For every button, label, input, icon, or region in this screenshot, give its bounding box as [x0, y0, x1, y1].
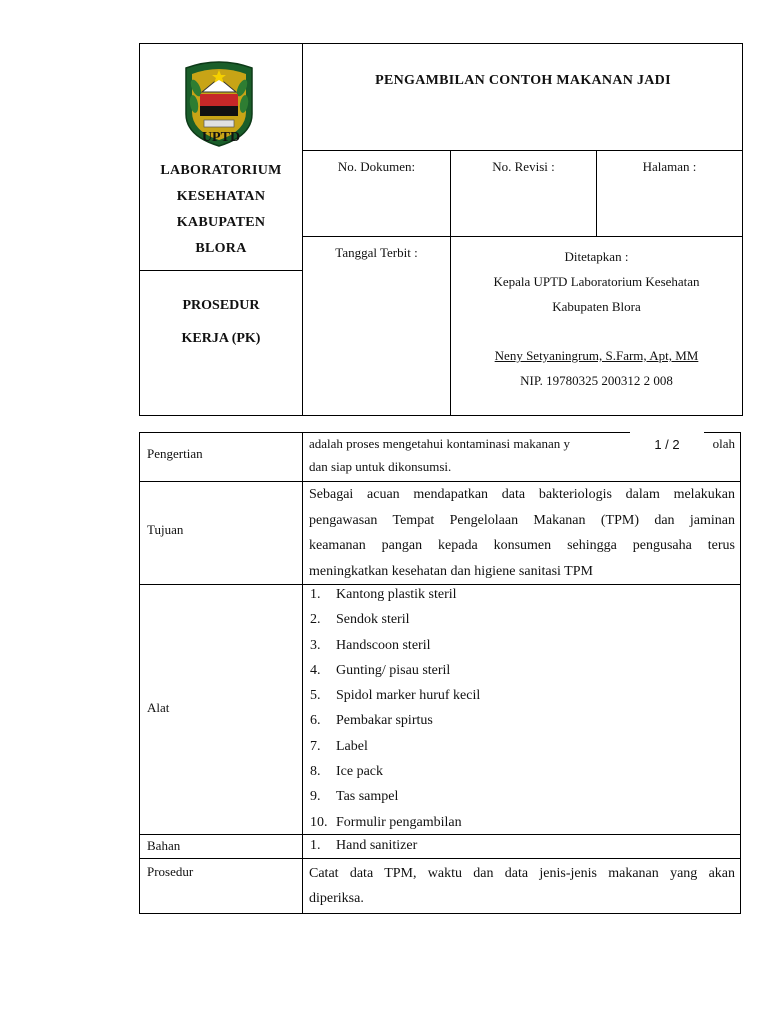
signatory-name: Neny Setyaningrum, S.Farm, Apt, MM	[494, 348, 699, 363]
org-line-4: BLORA	[195, 241, 247, 256]
org-line-2: KESEHATAN	[176, 189, 266, 204]
alat-item: 6. Pembakar spirtus	[310, 713, 433, 729]
alat-item: 8. Ice pack	[310, 764, 384, 780]
tujuan-line-3: keamanan pangan kepada konsumen sehingga pengusaha terus	[309, 538, 735, 553]
no-revisi-label: No. Revisi :	[492, 159, 555, 174]
tujuan-line-1: Sebagai acuan mendapatkan data bakteriologis dalam melakukan	[309, 487, 735, 502]
page-indicator: 1 / 2	[630, 432, 704, 458]
prosedur-label: Prosedur	[147, 864, 194, 879]
alat-item: 5. Spidol marker huruf kecil	[310, 688, 481, 704]
header-bottom-border	[139, 415, 743, 416]
header-right-border	[742, 43, 743, 416]
alat-item: 7. Label	[310, 738, 368, 754]
org-line-1: LABORATORIUM	[160, 163, 282, 178]
ditetapkan-block	[451, 244, 742, 319]
pengertian-line-2: dan siap untuk dikonsumsi.	[309, 459, 452, 474]
org-line-3: KABUPATEN	[176, 215, 266, 230]
content-col-divider	[302, 432, 303, 914]
alat-item: 9. Tas sampel	[310, 789, 399, 805]
org-name	[140, 158, 302, 262]
tujuan-line-4: meningkatkan kesehatan dan higiene sanitasi TPM	[309, 563, 593, 579]
content-right-border	[740, 432, 741, 914]
prosedur-line-1: Catat data TPM, waktu dan data jenis-jenis makanan yang akan	[309, 866, 735, 881]
pengertian-label: Pengertian	[147, 446, 203, 461]
tanggal-terbit-label: Tanggal Terbit :	[335, 245, 418, 260]
pengertian-line-1-right: olah	[712, 436, 735, 451]
alat-item: 3. Handscoon steril	[310, 637, 431, 653]
signature-block	[451, 343, 742, 393]
tujuan-text	[309, 482, 735, 584]
ditetapkan-line-1: Kepala UPTD Laboratorium Kesehatan	[493, 274, 700, 289]
alat-label: Alat	[147, 700, 170, 715]
signatory-nip: NIP. 19780325 200312 2 008	[520, 373, 673, 388]
ditetapkan-label: Ditetapkan :	[564, 249, 629, 264]
pengertian-line-1-left: adalah proses mengetahui kontaminasi makanan y	[309, 436, 571, 451]
ditetapkan-line-2: Kabupaten Blora	[552, 299, 641, 314]
header-top-border	[139, 43, 743, 44]
header-left-divider	[139, 270, 303, 271]
procedure-type-line-2: KERJA (PK)	[181, 331, 261, 346]
alat-item: 4. Gunting/ pisau steril	[310, 662, 451, 678]
prosedur-line-2: diperiksa.	[309, 891, 364, 906]
bahan-label: Bahan	[147, 838, 181, 853]
procedure-type-line-1: PROSEDUR	[182, 298, 260, 313]
header-col-divider	[302, 43, 303, 416]
document-title: PENGAMBILAN CONTOH MAKANAN JADI	[375, 73, 671, 88]
bahan-item: 1. Hand sanitizer	[310, 838, 418, 853]
no-dokumen-label: No. Dokumen:	[337, 159, 416, 174]
bahan-list	[310, 836, 730, 861]
content-left-border	[139, 432, 140, 914]
halaman-label: Halaman :	[642, 159, 697, 174]
header-row-divider-1	[302, 150, 743, 151]
org-partial-label: UPTD	[201, 130, 241, 145]
procedure-type	[140, 289, 302, 355]
alat-item: 1. Kantong plastik steril	[310, 587, 457, 602]
alat-list	[310, 585, 730, 838]
prosedur-text	[309, 861, 735, 911]
content-bottom-border	[139, 913, 741, 914]
header-row-divider-2	[302, 236, 743, 237]
tujuan-label: Tujuan	[147, 522, 184, 537]
tujuan-line-2: pengawasan Tempat Pengelolaan Makanan (TPM) dan jaminan	[309, 512, 735, 528]
alat-item: 10. Formulir pengambilan	[310, 814, 462, 830]
alat-item: 2. Sendok steril	[310, 612, 410, 628]
